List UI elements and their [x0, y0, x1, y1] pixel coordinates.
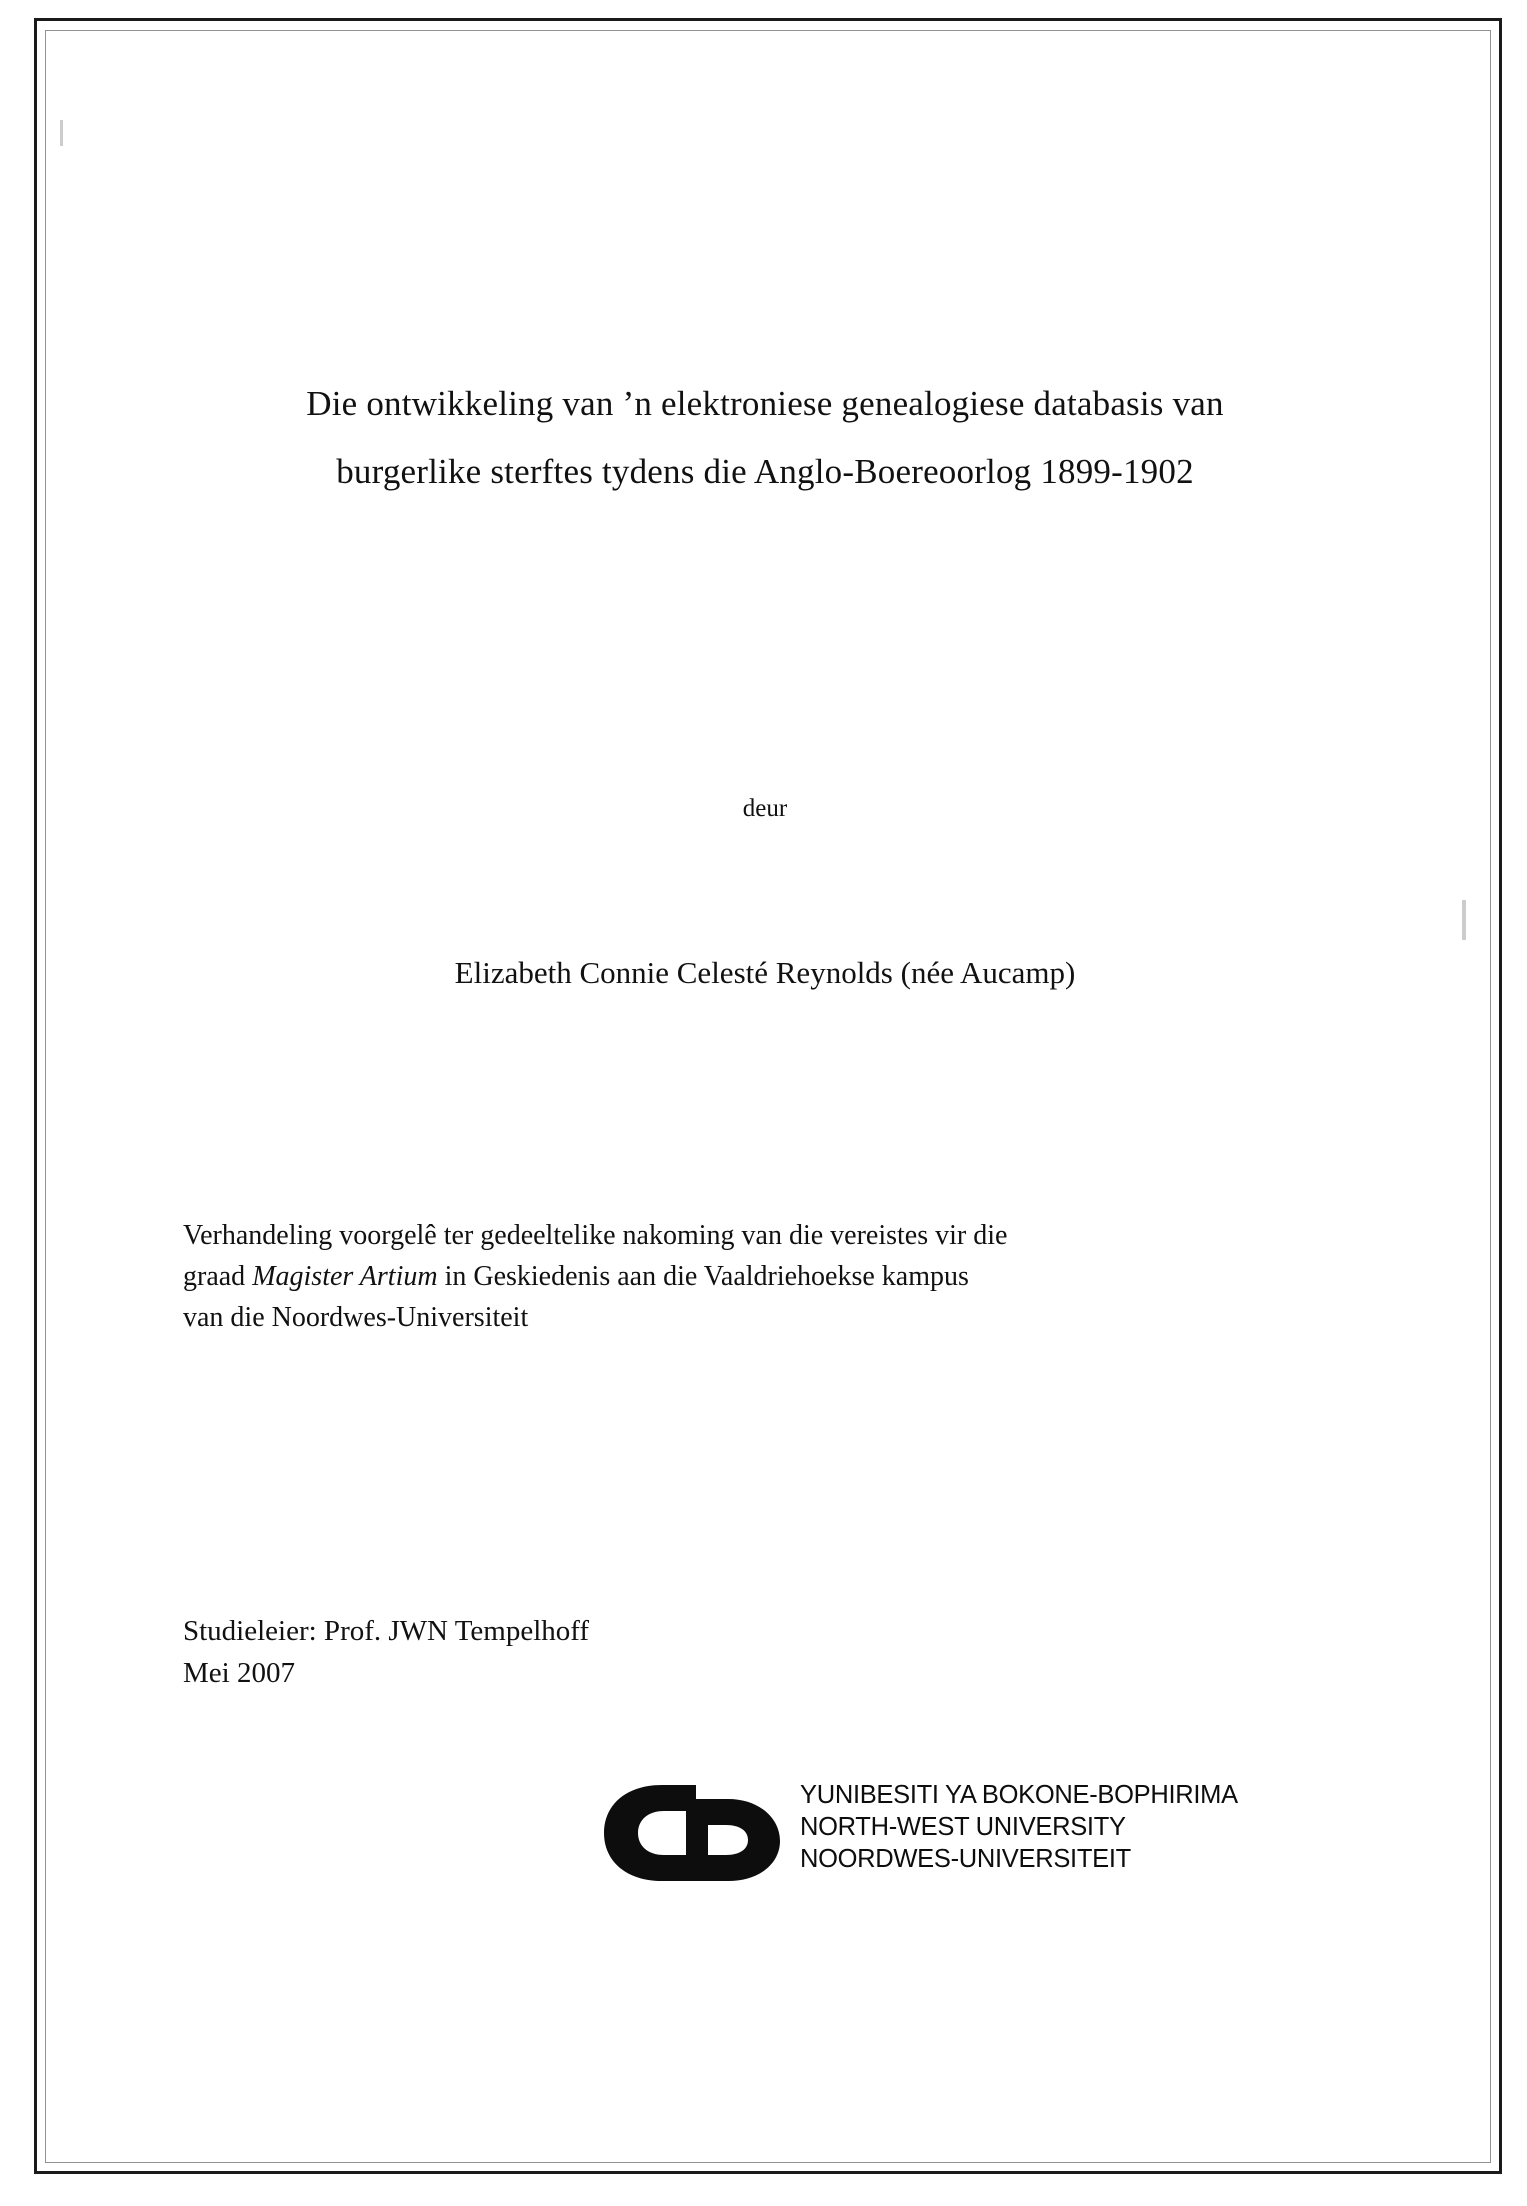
scan-artifact	[60, 120, 63, 146]
university-logo	[600, 1775, 1238, 1895]
by-label: deur	[742, 795, 788, 822]
title-line-1: Die ontwikkeling van ’n elektroniese genealogiese databasis van	[306, 384, 1224, 423]
degree-name: Magister Artium	[252, 1261, 438, 1292]
logo-text-line-3: NOORDWES-UNIVERSITEIT	[800, 1845, 1131, 1873]
logo-text-block	[800, 1779, 1238, 1875]
supervisor-block	[183, 1610, 1183, 1694]
degree-statement-line-2-prefix: graad	[183, 1261, 253, 1292]
page-content	[175, 0, 1355, 2206]
supervisor-line: Studieleier: Prof. JWN Tempelhoff	[183, 1615, 590, 1647]
scan-artifact	[1462, 900, 1466, 940]
logo-text-line-2: NORTH-WEST UNIVERSITY	[800, 1813, 1126, 1841]
page-title	[175, 370, 1355, 506]
date-line: Mei 2007	[183, 1657, 295, 1689]
north-west-university-logo-mark-icon	[600, 1781, 790, 1885]
degree-statement-line-2	[183, 1256, 1328, 1297]
degree-statement-line-2-suffix: in Geskiedenis aan die Vaaldriehoekse kampus	[437, 1261, 969, 1292]
author-name: Elizabeth Connie Celesté Reynolds (née Aucamp)	[454, 955, 1076, 990]
degree-statement-line-3: van die Noordwes-Universiteit	[183, 1302, 529, 1333]
degree-statement-line-1: Verhandeling voorgelê ter gedeeltelike nakoming van die vereistes vir die	[183, 1220, 1008, 1251]
logo-text-line-1: YUNIBESITI YA BOKONE-BOPHIRIMA	[800, 1781, 1238, 1809]
title-line-2: burgerlike sterftes tydens die Anglo-Boereoorlog 1899-1902	[336, 452, 1194, 491]
degree-statement	[183, 1215, 1328, 1338]
